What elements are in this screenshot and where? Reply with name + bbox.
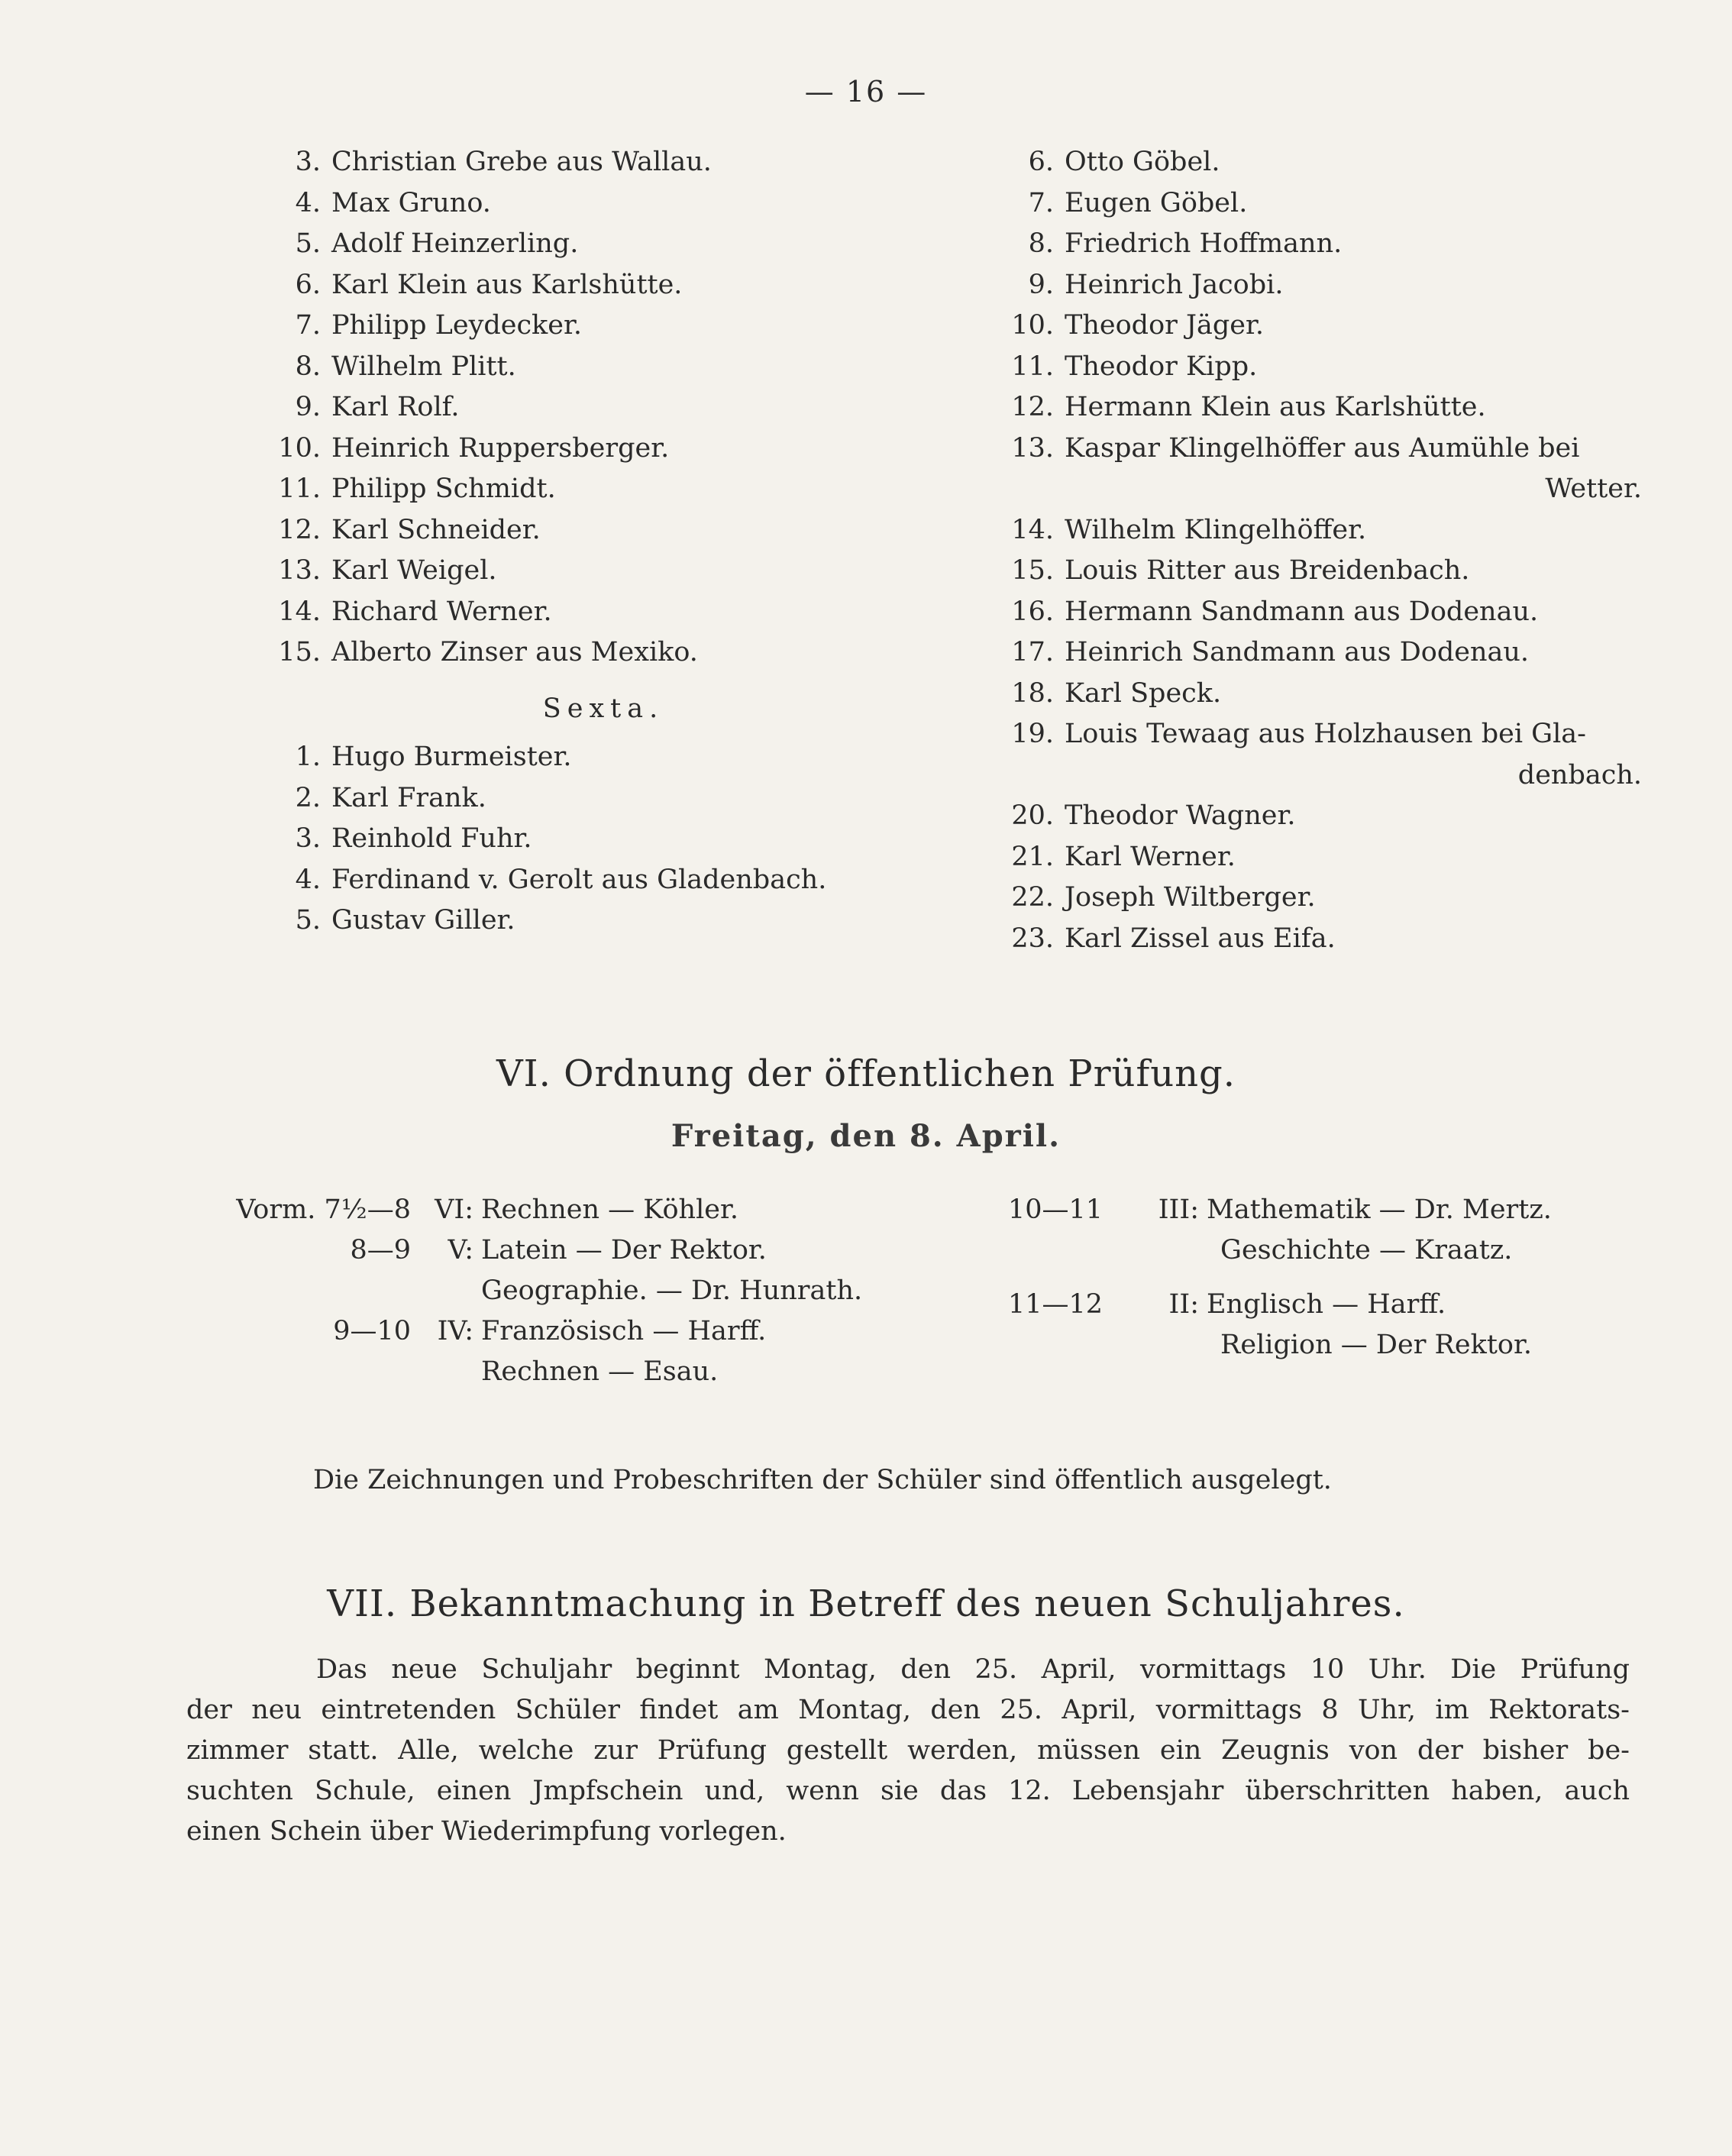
exam-date: Freitag, den 8. April.: [671, 1118, 1061, 1154]
list-item: 14. Richard Werner.: [278, 596, 552, 627]
paragraph-line: einen Schein über Wiederimpfung vorlegen.: [186, 1816, 787, 1847]
schedule-row: 8—9 V: Latein — Der Rektor.: [350, 1235, 767, 1265]
list-item: 17. Heinrich Sandmann aus Dodenau.: [1011, 637, 1530, 667]
sexta-heading: Sexta.: [542, 693, 664, 724]
list-item: 7. Eugen Göbel.: [1028, 187, 1248, 218]
list-item: 19. Louis Tewaag aus Holzhausen bei Gla-: [1011, 719, 1586, 749]
list-item-continuation: Wetter.: [1545, 474, 1642, 504]
student-list-right: [993, 142, 1665, 959]
schedule-row: Religion — Der Rektor.: [1220, 1330, 1532, 1360]
list-item: 5. Gustav Giller.: [295, 905, 515, 936]
schedule-row: 10—11 III: Mathematik — Dr. Mertz.: [1008, 1194, 1552, 1225]
list-item: 9. Karl Rolf.: [295, 392, 460, 422]
paragraph-line: zimmer statt. Alle, welche zur Prüfung gestellt werden, müssen ein Zeugnis von der bisher be-: [186, 1735, 1630, 1766]
exam-schedule-right: [1008, 1190, 1680, 1366]
list-item: 5. Adolf Heinzerling.: [295, 228, 579, 259]
page-number: — 16 —: [804, 75, 928, 108]
section-vi-title: VI. Ordnung der öffentlichen Prüfung.: [496, 1052, 1236, 1095]
section-vii-title: VII. Bekanntmachung in Betreff des neuen Schuljahres.: [327, 1582, 1405, 1625]
exhibition-note: Die Zeichnungen und Probeschriften der Schüler sind öffentlich ausgelegt.: [313, 1465, 1332, 1495]
list-item: 12. Hermann Klein aus Karlshütte.: [1011, 392, 1486, 422]
list-item: 3. Christian Grebe aus Wallau.: [295, 147, 712, 177]
list-item: 16. Hermann Sandmann aus Dodenau.: [1011, 596, 1539, 627]
list-item: 8. Friedrich Hoffmann.: [1028, 228, 1343, 259]
schedule-row: Vorm. 7½—8 VI: Rechnen — Köhler.: [236, 1194, 738, 1225]
list-item: 21. Karl Werner.: [1011, 841, 1236, 872]
school-year-notice: [186, 1650, 1630, 1852]
list-item: 6. Otto Göbel.: [1028, 147, 1220, 177]
exam-schedule-left: [197, 1190, 961, 1392]
schedule-row: Rechnen — Esau.: [481, 1356, 719, 1387]
schedule-row: 9—10 IV: Französisch — Harff.: [333, 1316, 767, 1346]
list-item: 14. Wilhelm Klingelhöffer.: [1011, 514, 1367, 545]
list-item-continuation: denbach.: [1517, 759, 1642, 790]
list-item: 12. Karl Schneider.: [278, 514, 541, 545]
paragraph-line: Das neue Schuljahr beginnt Montag, den 25. April, vormittags 10 Uhr. Die Prüfung: [316, 1654, 1630, 1685]
schedule-row: 11—12 II: Englisch — Harff.: [1008, 1289, 1446, 1320]
list-item: 7. Philipp Leydecker.: [295, 310, 582, 341]
list-item: 18. Karl Speck.: [1011, 677, 1222, 709]
list-item: 15. Alberto Zinser aus Mexiko.: [278, 637, 698, 667]
list-item: 13. Kaspar Klingelhöffer aus Aumühle bei: [1011, 432, 1580, 464]
student-list-left: [260, 142, 901, 942]
list-item: 2. Karl Frank.: [295, 782, 486, 813]
paragraph-line: der neu eintretenden Schüler findet am Montag, den 25. April, vormittags 8 Uhr, im Rektorats-: [186, 1695, 1630, 1725]
list-item: 6. Karl Klein aus Karlshütte.: [295, 269, 683, 300]
list-item: 1. Hugo Burmeister.: [295, 742, 572, 772]
schedule-row: Geographie. — Dr. Hunrath.: [481, 1275, 863, 1306]
list-item: 15. Louis Ritter aus Breidenbach.: [1011, 555, 1470, 586]
list-item: 4. Ferdinand v. Gerolt aus Gladenbach.: [295, 864, 827, 895]
paragraph-line: suchten Schule, einen Jmpfschein und, wenn sie das 12. Lebensjahr überschritten haben, auch: [186, 1776, 1630, 1806]
list-item: 20. Theodor Wagner.: [1011, 800, 1296, 831]
list-item: 23. Karl Zissel aus Eifa.: [1011, 923, 1336, 954]
list-item: 3. Reinhold Fuhr.: [295, 823, 532, 854]
list-item: 10. Theodor Jäger.: [1011, 310, 1265, 341]
list-item: 8. Wilhelm Plitt.: [295, 351, 516, 382]
list-item: 22. Joseph Wiltberger.: [1011, 882, 1316, 913]
list-item: 11. Philipp Schmidt.: [278, 474, 556, 504]
list-item: 11. Theodor Kipp.: [1011, 351, 1258, 382]
list-item: 13. Karl Weigel.: [278, 555, 497, 586]
list-item: 10. Heinrich Ruppersberger.: [278, 432, 670, 464]
schedule-row: Geschichte — Kraatz.: [1220, 1235, 1513, 1265]
list-item: 9. Heinrich Jacobi.: [1028, 269, 1284, 300]
list-item: 4. Max Gruno.: [295, 187, 491, 218]
